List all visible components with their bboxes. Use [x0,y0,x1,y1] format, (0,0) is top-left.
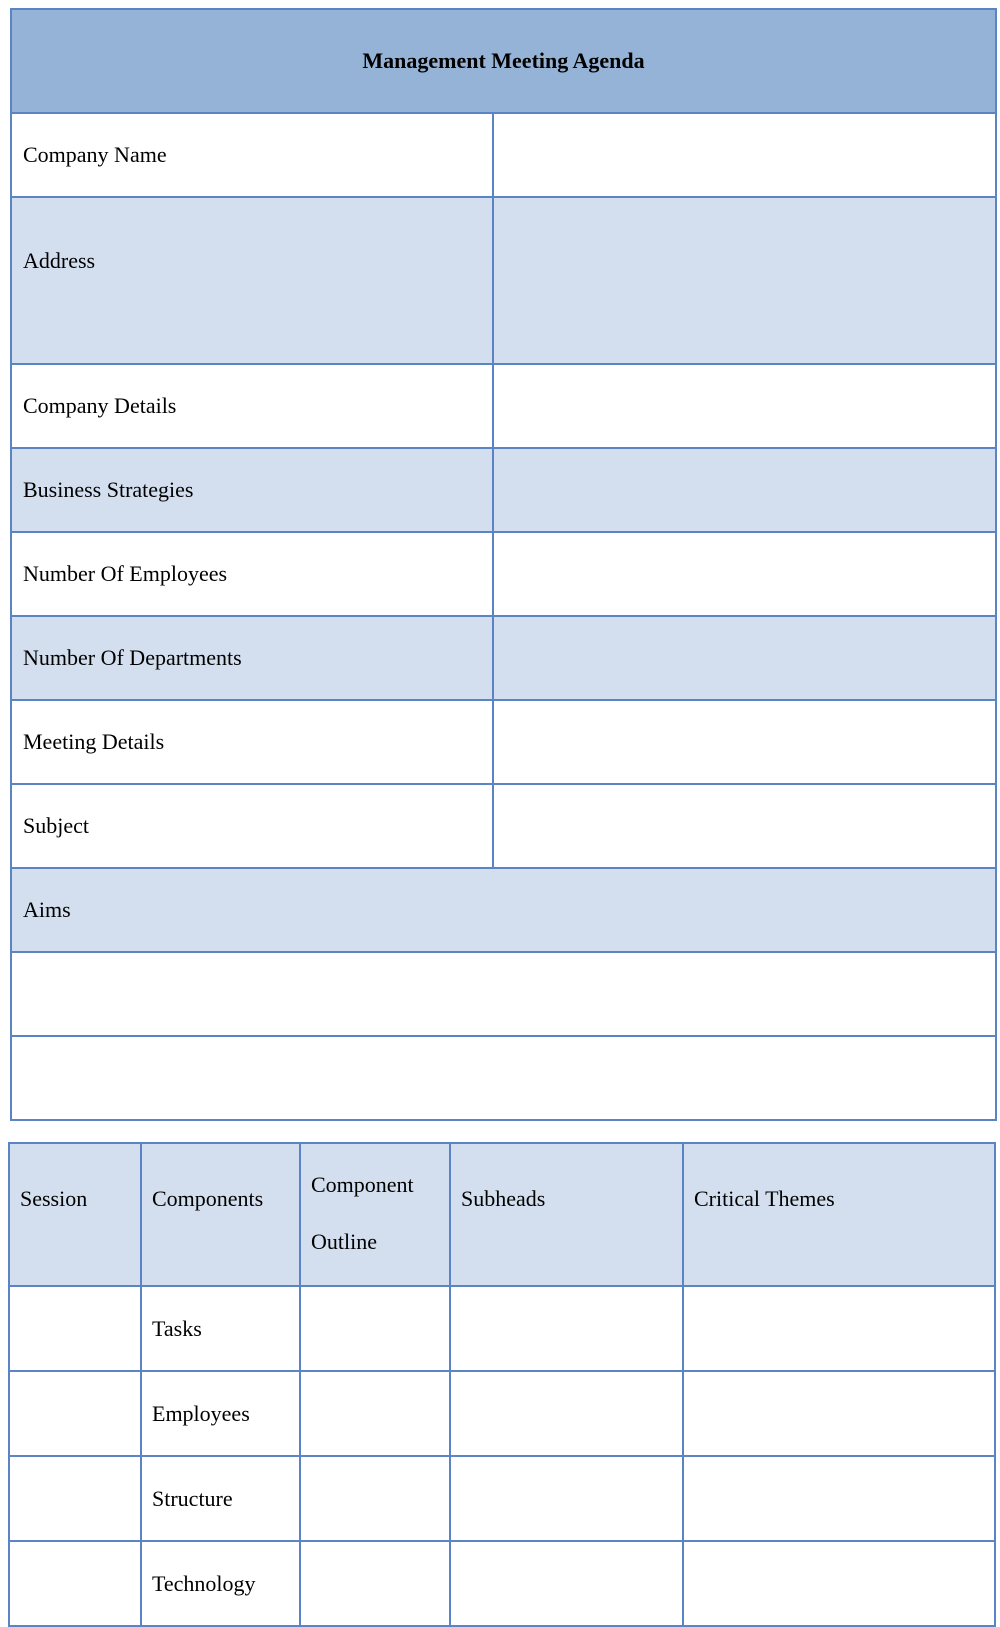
field-value-meeting-details[interactable] [493,700,996,784]
cell-outline[interactable] [300,1286,450,1371]
aims-line-row [11,952,996,1036]
cell-themes[interactable] [683,1456,995,1541]
cell-outline[interactable] [300,1371,450,1456]
table-row [9,1456,995,1541]
aims-label: Aims [11,868,996,952]
cell-session[interactable] [9,1456,141,1541]
cell-subheads[interactable] [450,1286,683,1371]
session-header-row [9,1143,995,1286]
field-row-number-of-employees [11,532,996,616]
company-info-table [10,8,997,1121]
field-value-company-name[interactable] [493,113,996,197]
header-component-outline-line1: Component [311,1172,414,1197]
field-value-number-of-employees[interactable] [493,532,996,616]
field-row-subject [11,784,996,868]
header-session: Session [9,1143,141,1286]
field-row-number-of-departments [11,616,996,700]
cell-themes[interactable] [683,1371,995,1456]
header-components: Components [141,1143,300,1286]
field-row-company-name [11,113,996,197]
field-value-subject[interactable] [493,784,996,868]
field-row-company-details [11,364,996,448]
aims-line-1[interactable] [11,952,996,1036]
field-value-business-strategies[interactable] [493,448,996,532]
cell-session[interactable] [9,1541,141,1626]
header-component-outline-line2: Outline [311,1229,377,1254]
cell-outline[interactable] [300,1541,450,1626]
cell-subheads[interactable] [450,1456,683,1541]
cell-component: Tasks [141,1286,300,1371]
session-table [8,1142,996,1627]
cell-themes[interactable] [683,1286,995,1371]
aims-line-2[interactable] [11,1036,996,1120]
field-value-address[interactable] [493,197,996,364]
cell-themes[interactable] [683,1541,995,1626]
header-subheads: Subheads [450,1143,683,1286]
field-value-number-of-departments[interactable] [493,616,996,700]
table-row [9,1286,995,1371]
cell-component: Employees [141,1371,300,1456]
aims-line-row [11,1036,996,1120]
cell-session[interactable] [9,1371,141,1456]
field-label-subject: Subject [11,784,493,868]
cell-outline[interactable] [300,1456,450,1541]
field-label-company-name: Company Name [11,113,493,197]
table-row [9,1541,995,1626]
field-label-company-details: Company Details [11,364,493,448]
aims-header-row [11,868,996,952]
field-label-business-strategies: Business Strategies [11,448,493,532]
field-label-address: Address [11,197,493,364]
field-row-business-strategies [11,448,996,532]
field-label-number-of-departments: Number Of Departments [11,616,493,700]
field-row-address [11,197,996,364]
field-label-number-of-employees: Number Of Employees [11,532,493,616]
cell-component: Technology [141,1541,300,1626]
field-row-meeting-details [11,700,996,784]
cell-subheads[interactable] [450,1541,683,1626]
field-value-company-details[interactable] [493,364,996,448]
field-label-meeting-details: Meeting Details [11,700,493,784]
cell-component: Structure [141,1456,300,1541]
header-critical-themes: Critical Themes [683,1143,995,1286]
cell-subheads[interactable] [450,1371,683,1456]
table-row [9,1371,995,1456]
cell-session[interactable] [9,1286,141,1371]
page-title: Management Meeting Agenda [11,9,996,113]
header-component-outline [300,1143,450,1286]
